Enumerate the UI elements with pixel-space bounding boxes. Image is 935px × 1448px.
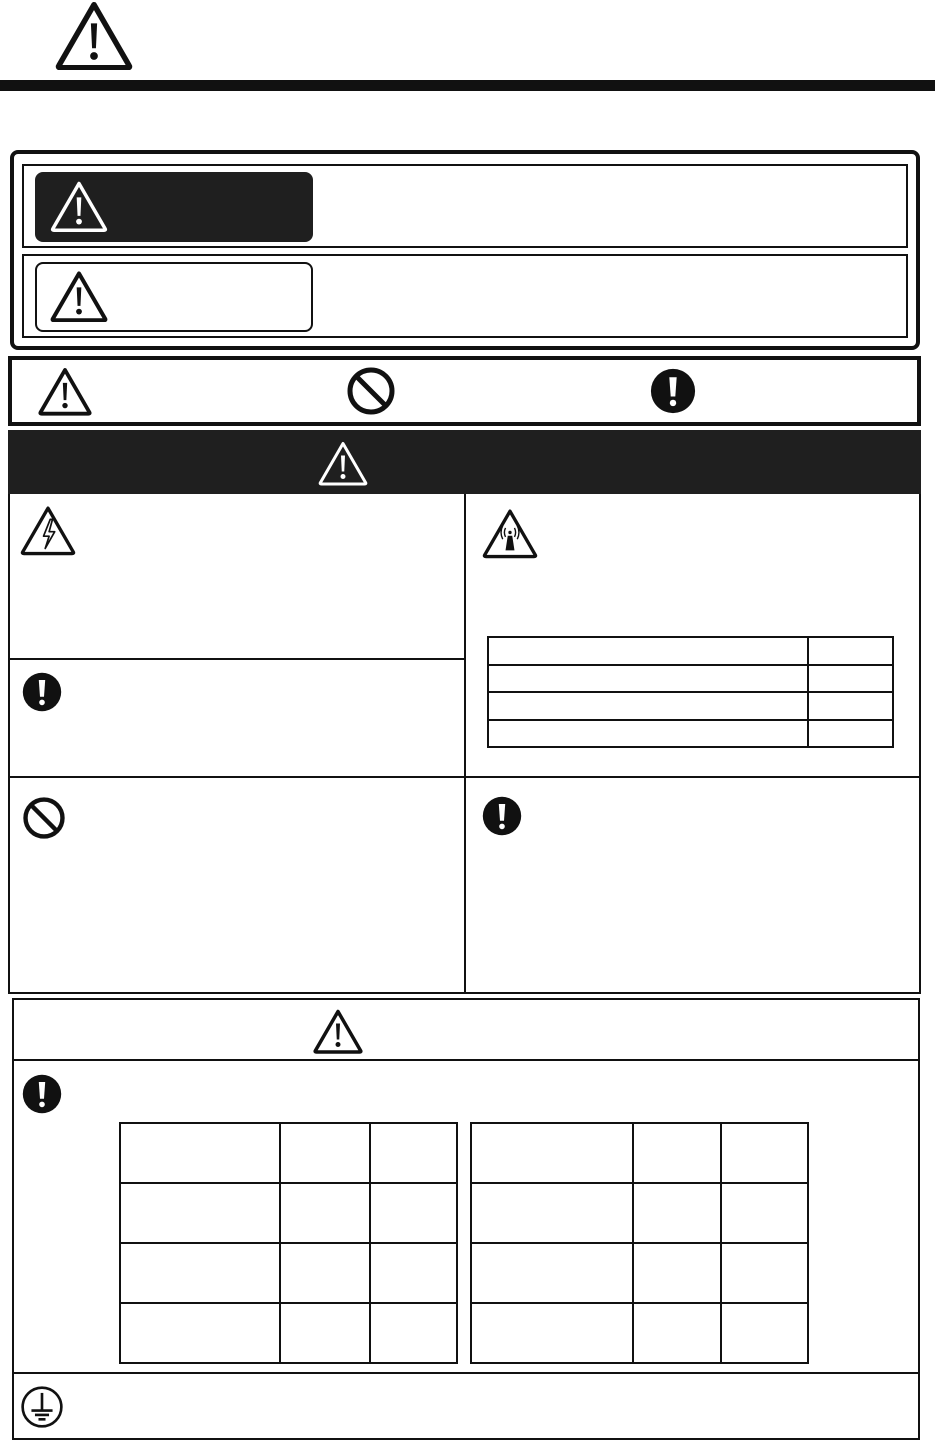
warning-triangle-icon [50, 180, 108, 232]
table-row [120, 1243, 457, 1303]
mandatory-left-text [76, 672, 454, 768]
radio-frequency-hazard-icon [482, 506, 538, 560]
table-row [471, 1123, 808, 1183]
table-row [488, 720, 893, 748]
table-row [471, 1243, 808, 1303]
ground-icon [20, 1385, 64, 1429]
electric-shock-text [86, 508, 454, 648]
distance-table-left [119, 1122, 458, 1364]
warning-section-header [8, 430, 921, 494]
symbol-label-mandatory [705, 378, 905, 402]
warning-triangle-icon [313, 1008, 363, 1054]
warning-full-row-divider [8, 776, 921, 778]
table-row [471, 1303, 808, 1363]
warning-triangle-icon [50, 270, 108, 322]
mandatory-action-icon [22, 672, 62, 712]
mandatory-action-icon [22, 1074, 62, 1114]
ground-row-divider [12, 1372, 920, 1374]
table-row [488, 692, 893, 720]
table-row [488, 665, 893, 693]
header-rule [0, 80, 935, 91]
warning-triangle-icon [55, 0, 133, 70]
warning-triangle-icon [38, 366, 92, 416]
symbol-label-caution [100, 378, 330, 402]
caution-header-divider [12, 1059, 920, 1061]
table-row [120, 1123, 457, 1183]
ground-text [80, 1390, 900, 1426]
symbol-label-prohibition [405, 378, 635, 402]
warning-left-row-divider [8, 658, 465, 660]
prohibition-icon [22, 796, 66, 840]
mandatory-action-icon [482, 796, 522, 836]
mandatory-action-icon [650, 368, 696, 414]
rf-distance-table [487, 636, 894, 748]
caution-level-text [330, 270, 890, 326]
table-row [488, 637, 893, 665]
table-row [471, 1183, 808, 1243]
warning-col-divider [464, 494, 466, 994]
prohibition-icon [346, 366, 396, 416]
prohibition-text [78, 796, 454, 982]
distance-table-right [470, 1122, 809, 1364]
table-row [120, 1183, 457, 1243]
table-row [120, 1303, 457, 1363]
mandatory-right-text [536, 796, 908, 982]
warning-level-text [330, 180, 890, 236]
electric-shock-icon [20, 504, 76, 556]
radio-frequency-text [548, 508, 908, 618]
warning-triangle-icon [318, 440, 368, 486]
